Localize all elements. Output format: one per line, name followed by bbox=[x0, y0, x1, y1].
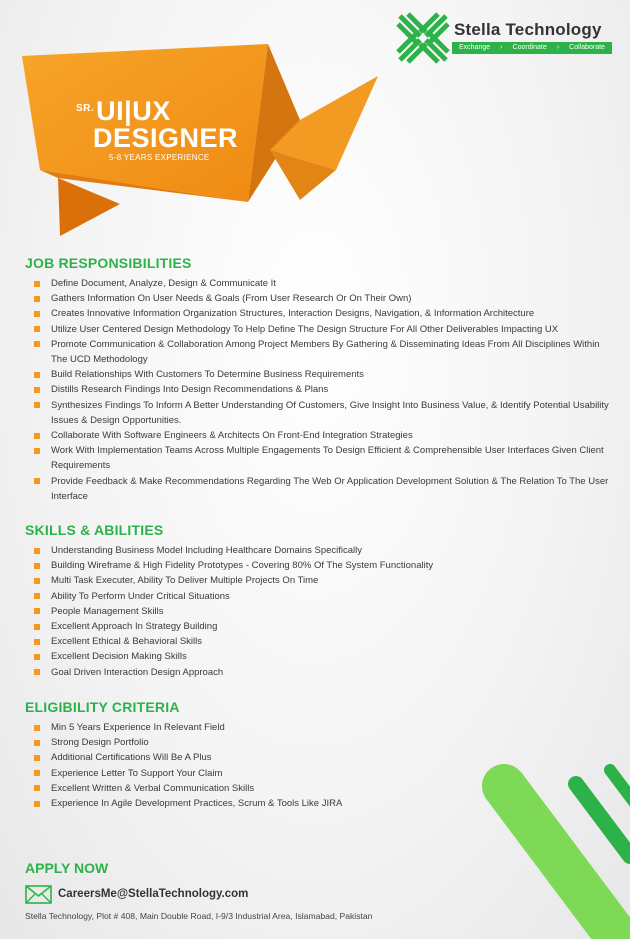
list-item: Promote Communication & Collaboration Among Project Members By Gathering & Disseminating Ideas From All Disciplines Within The UCD Methodology bbox=[25, 337, 613, 367]
list-item: Utilize User Centered Design Methodology To Help Define The Design Structure For All Other Deliverables Impacting UX bbox=[25, 322, 613, 337]
list-item: Multi Task Executer, Ability To Deliver Multiple Projects On Time bbox=[25, 573, 613, 588]
company-tagline bbox=[452, 42, 612, 54]
list-item: Experience Letter To Support Your Claim bbox=[25, 766, 613, 781]
x-mark-logo-icon bbox=[396, 12, 450, 64]
list-item: Additional Certifications Will Be A Plus bbox=[25, 750, 613, 765]
chevron-right-icon: › bbox=[500, 44, 503, 51]
envelope-icon bbox=[25, 885, 52, 904]
list-item: Excellent Approach In Strategy Building bbox=[25, 619, 613, 634]
list-item: Build Relationships With Customers To Determine Business Requirements bbox=[25, 367, 613, 382]
list-item: Strong Design Portfolio bbox=[25, 735, 613, 750]
role-title-line1: UI|UX bbox=[96, 96, 171, 126]
list-item: Creates Innovative Information Organization Structures, Interaction Designs, Navigation, & Information Architecture bbox=[25, 306, 613, 321]
skills-abilities-section bbox=[25, 522, 613, 680]
list-item: People Management Skills bbox=[25, 604, 613, 619]
email-address-link[interactable]: CareersMe@StellaTechnology.com bbox=[58, 888, 249, 900]
list-item: Min 5 Years Experience In Relevant Field bbox=[25, 720, 613, 735]
list-item: Excellent Written & Verbal Communication Skills bbox=[25, 781, 613, 796]
company-logo bbox=[396, 12, 618, 64]
list-item: Define Document, Analyze, Design & Communicate It bbox=[25, 276, 613, 291]
section-title: ELIGIBILITY CRITERIA bbox=[25, 699, 180, 715]
list-item: Experience In Agile Development Practices, Scrum & Tools Like JIRA bbox=[25, 796, 613, 811]
list-item: Goal Driven Interaction Design Approach bbox=[25, 665, 613, 680]
apply-now-heading: APPLY NOW bbox=[25, 860, 109, 876]
tagline-word: Coordinate bbox=[512, 44, 547, 51]
list-item: Collaborate With Software Engineers & Architects On Front-End Integration Strategies bbox=[25, 428, 613, 443]
section-title: SKILLS & ABILITIES bbox=[25, 522, 164, 538]
section-title: JOB RESPONSIBILITIES bbox=[25, 255, 192, 271]
skills-list bbox=[25, 543, 613, 680]
company-name: Stella Technology bbox=[454, 20, 602, 39]
email-contact bbox=[25, 884, 248, 904]
list-item: Excellent Ethical & Behavioral Skills bbox=[25, 634, 613, 649]
list-item: Understanding Business Model Including Healthcare Domains Specifically bbox=[25, 543, 613, 558]
green-stripes-decoration bbox=[480, 740, 630, 939]
tagline-word: Collaborate bbox=[569, 44, 605, 51]
job-responsibilities-section bbox=[25, 255, 613, 504]
tagline-word: Exchange bbox=[459, 44, 491, 51]
list-item: Provide Feedback & Make Recommendations Regarding The Web Or Application Development Solution & The Relation To The User Interface bbox=[25, 474, 613, 504]
experience-label: 5-8 YEARS EXPERIENCE bbox=[109, 153, 210, 162]
responsibilities-list bbox=[25, 276, 613, 504]
list-item: Ability To Perform Under Critical Situations bbox=[25, 589, 613, 604]
list-item: Synthesizes Findings To Inform A Better Understanding Of Customers, Give Insight Into Business Value, & Identify Potential Usability Issues & Design Opportunities. bbox=[25, 398, 613, 428]
job-title-block bbox=[76, 98, 238, 162]
role-title-line2: DESIGNER bbox=[93, 123, 239, 153]
list-item: Work With Implementation Teams Across Multiple Engagements To Design Efficient & Comprehensible User Interfaces Given Client Requirements bbox=[25, 443, 613, 473]
chevron-right-icon: › bbox=[556, 44, 560, 51]
list-item: Distills Research Findings Into Design Recommendations & Plans bbox=[25, 382, 613, 397]
list-item: Gathers Information On User Needs & Goals (From User Research Or On Their Own) bbox=[25, 291, 613, 306]
seniority-label: SR. bbox=[76, 103, 95, 114]
list-item: Building Wireframe & High Fidelity Prototypes - Covering 80% Of The System Functionality bbox=[25, 558, 613, 573]
list-item: Excellent Decision Making Skills bbox=[25, 649, 613, 664]
company-address: Stella Technology, Plot # 408, Main Double Road, I-9/3 Industrial Area, Islamabad, Pakistan bbox=[25, 911, 373, 921]
